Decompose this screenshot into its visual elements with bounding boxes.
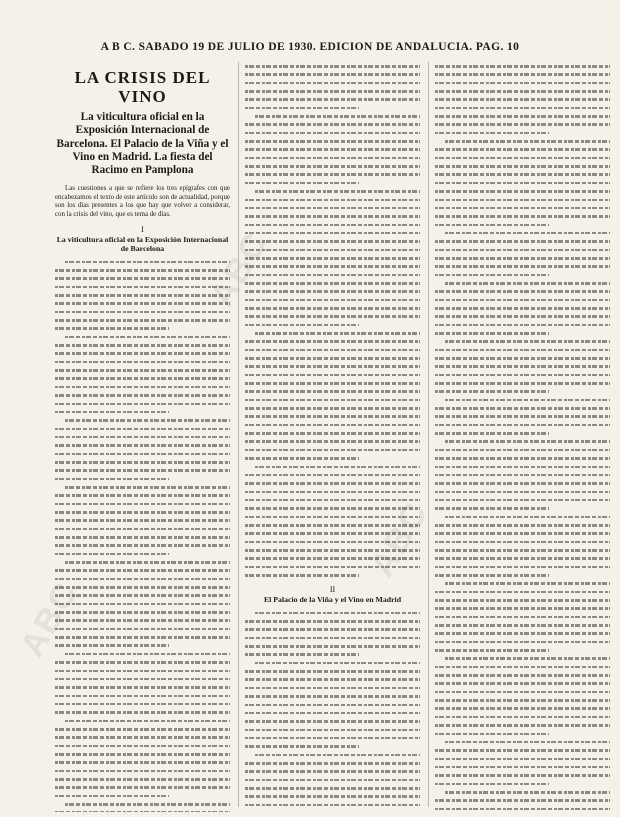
column-1 [55,62,230,812]
column-3-body-text [435,62,610,812]
column-2-body-text-bottom [245,609,420,809]
watermark-3: ABC [363,495,436,584]
section-1-number: I [141,224,144,234]
article-title: LA CRISIS DEL VINO [74,68,211,106]
section-2-number: II [329,585,336,595]
watermark-1: ABC [13,575,86,664]
page-header: A B C. SABADO 19 DE JULIO DE 1930. EDICION DE ANDALUCIA. PAG. 10 [100,41,520,53]
article-subtitle: La viticultura oficial en la Exposición Internacional de Barcelona. El Palacio de la Viña y el Vino en Madrid. La fiesta del Racimo en Pamplona [56,111,229,177]
section-2-title: El Palacio de la Viña y el Vino en Madrid [263,595,402,605]
column-2 [245,62,420,812]
section-1-title: La viticultura oficial en la Exposición Internacional de Barcelona [56,234,229,254]
column-1-body-text [55,258,230,812]
intro-paragraph: Las cuestiones a que se refiere los tres epígrafes con que encabezamos el texto de este artículo son de actualidad, porque son los días presentes a los que hay que volver a considerar, con la crisis del vino, que es tema de días. [55,185,230,218]
watermark-2: ABC [203,225,276,314]
column-2-body-text-top [245,62,420,579]
article-columns [55,62,615,812]
column-3 [435,62,610,812]
